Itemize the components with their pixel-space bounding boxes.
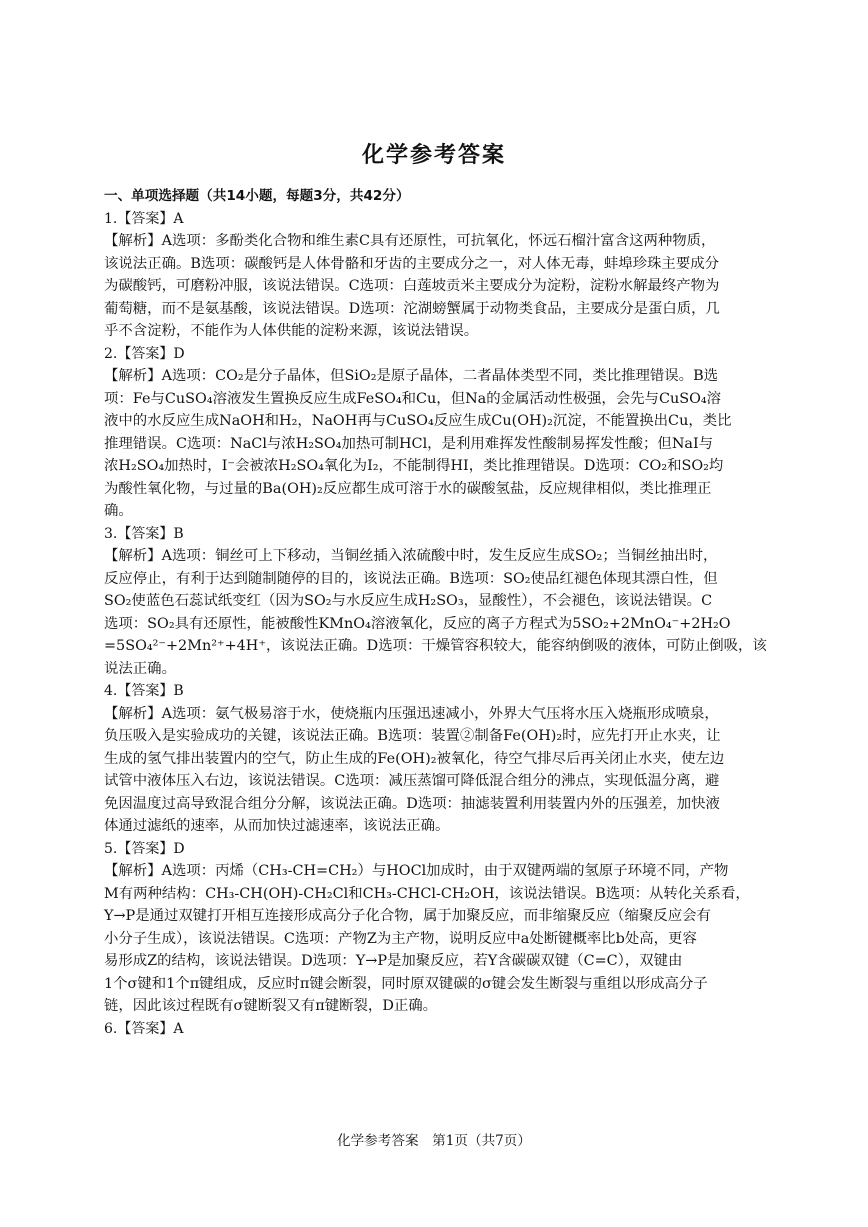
analysis-line: 【解析】A选项：铜丝可上下移动，当铜丝插入浓硫酸中时，发生反应生成SO₂；当铜丝抽出时， <box>104 548 718 564</box>
analysis-line: 该说法正确。B选项：碳酸钙是人体骨骼和牙齿的主要成分之一，对人体无毒，蚌埠珍珠主要成分 <box>104 255 719 272</box>
analysis-line: 【解析】A选项：氨气极易溶于水，使烧瓶内压强迅速减小，外界大气压将水压入烧瓶形成喷泉， <box>104 705 719 722</box>
answer-label: 1.【答案】A <box>104 210 184 227</box>
analysis-line: 乎不含淀粉，不能作为人体供能的淀粉来源，该说法错误。 <box>104 323 479 339</box>
section-heading: 一、单项选择题（共14小题，每题3分，共42分） <box>104 188 410 204</box>
analysis-line: 链，因此该过程既有σ键断裂又有π键断裂，D正确。 <box>104 998 438 1014</box>
analysis-line: 试管中液体压入右边，该说法错误。C选项：减压蒸馏可降低混合组分的沸点，实现低温分离，避 <box>104 773 720 789</box>
analysis-line: 反应停止，有利于达到随制随停的目的，该说法正确。B选项：SO₂使品红褪色体现其漂白性，但 <box>104 570 718 587</box>
analysis-line: 1个σ键和1个π键组成，反应时π键会断裂，同时原双键碳的σ键会发生断裂与重组以形成高分子 <box>104 975 708 992</box>
answer-label: 5.【答案】D <box>104 840 185 857</box>
analysis-line: SO₂使蓝色石蕊试纸变红（因为SO₂与水反应生成H₂SO₃，显酸性），不会褪色，该说法错误。C <box>104 593 713 609</box>
analysis-line: M有两种结构：CH₃-CH(OH)-CH₂Cl和CH₃-CHCl-CH₂OH，该说法错误。B选项：从转化关系看， <box>104 885 750 902</box>
page-footer: 化学参考答案 第1页（共7页） <box>336 1133 531 1149</box>
analysis-line: 【解析】A选项：多酚类化合物和维生素C具有还原性，可抗氧化，怀远石榴汁富含这两种物质， <box>104 233 716 249</box>
analysis-line: 负压吸入是实验成功的关键，该说法正确。B选项：装置②制备Fe(OH)₂时，应先打开止水夹，让 <box>104 728 721 744</box>
answer-label: 2.【答案】D <box>104 345 185 362</box>
answer-content <box>104 185 772 1040</box>
analysis-line: 液中的水反应生成NaOH和H₂，NaOH再与CuSO₄反应生成Cu(OH)₂沉淀，不能置换出Cu，类比 <box>104 413 732 429</box>
analysis-line: 为碳酸钙，可磨粉冲服，该说法错误。C选项：白莲坡贡米主要成分为淀粉，淀粉水解最终产物为 <box>104 278 720 294</box>
analysis-line: 确。 <box>104 503 133 519</box>
analysis-line: 说法正确。 <box>104 660 176 677</box>
answer-label: 6.【答案】A <box>104 1020 184 1037</box>
answer-label: 3.【答案】B <box>104 525 184 542</box>
analysis-line: 免因温度过高导致混合组分分解，该说法正确。D选项：抽滤装置利用装置内外的压强差，加快液 <box>104 795 720 812</box>
analysis-line: 为酸性氧化物，与过量的Ba(OH)₂反应都生成可溶于水的碳酸氢盐，反应规律相似，类比推理正 <box>104 480 712 497</box>
analysis-line: Y→P是通过双键打开相互连接形成高分子化合物，属于加聚反应，而非缩聚反应（缩聚反应会有 <box>104 908 711 924</box>
analysis-line: 易形成Z的结构，该说法错误。D选项：Y→P是加聚反应，若Y含碳碳双键（C=C），双键由 <box>104 953 683 969</box>
analysis-line: 推理错误。C选项：NaCl与浓H₂SO₄加热可制HCl，是利用难挥发性酸制易挥发性酸；但NaI与 <box>104 435 714 452</box>
analysis-line: 生成的氢气排出装置内的空气，防止生成的Fe(OH)₂被氧化，待空气排尽后再关闭止水夹，使左边 <box>104 750 725 767</box>
answer-lines <box>104 208 772 1041</box>
answer-label: 4.【答案】B <box>104 683 184 699</box>
analysis-line: 【解析】A选项：CO₂是分子晶体，但SiO₂是原子晶体，二者晶体类型不同，类比推理错误。B选 <box>104 368 719 384</box>
analysis-line: =5SO₄²⁻+2Mn²⁺+4H⁺，该说法正确。D选项：干燥管容积较大，能容纳倒吸的液体，可防止倒吸，该 <box>104 638 767 654</box>
analysis-line: 小分子生成），该说法错误。C选项：产物Z为主产物，说明反应中a处断键概率比b处高，更容 <box>104 930 697 947</box>
analysis-line: 葡萄糖，而不是氨基酸，该说法错误。D选项：沱湖螃蟹属于动物类食品，主要成分是蛋白质，几 <box>104 300 720 317</box>
analysis-line: 浓H₂SO₄加热时，I⁻会被浓H₂SO₄氧化为I₂，不能制得HI，类比推理错误。D选项：CO₂和SO₂均 <box>104 458 724 474</box>
analysis-line: 项：Fe与CuSO₄溶液发生置换反应生成FeSO₄和Cu，但Na的金属活动性极强，会先与CuSO₄溶 <box>104 390 722 407</box>
analysis-line: 【解析】A选项：丙烯（CH₃-CH=CH₂）与HOCl加成时，由于双键两端的氢原子环境不同，产物 <box>104 863 729 879</box>
page-title: 化学参考答案 <box>361 143 506 168</box>
analysis-line: 选项：SO₂具有还原性，能被酸性KMnO₄溶液氧化，反应的离子方程式为5SO₂+2MnO₄⁻+2H₂O <box>104 615 731 632</box>
analysis-line: 体通过滤纸的速率，从而加快过滤速率，该说法正确。 <box>104 818 450 834</box>
